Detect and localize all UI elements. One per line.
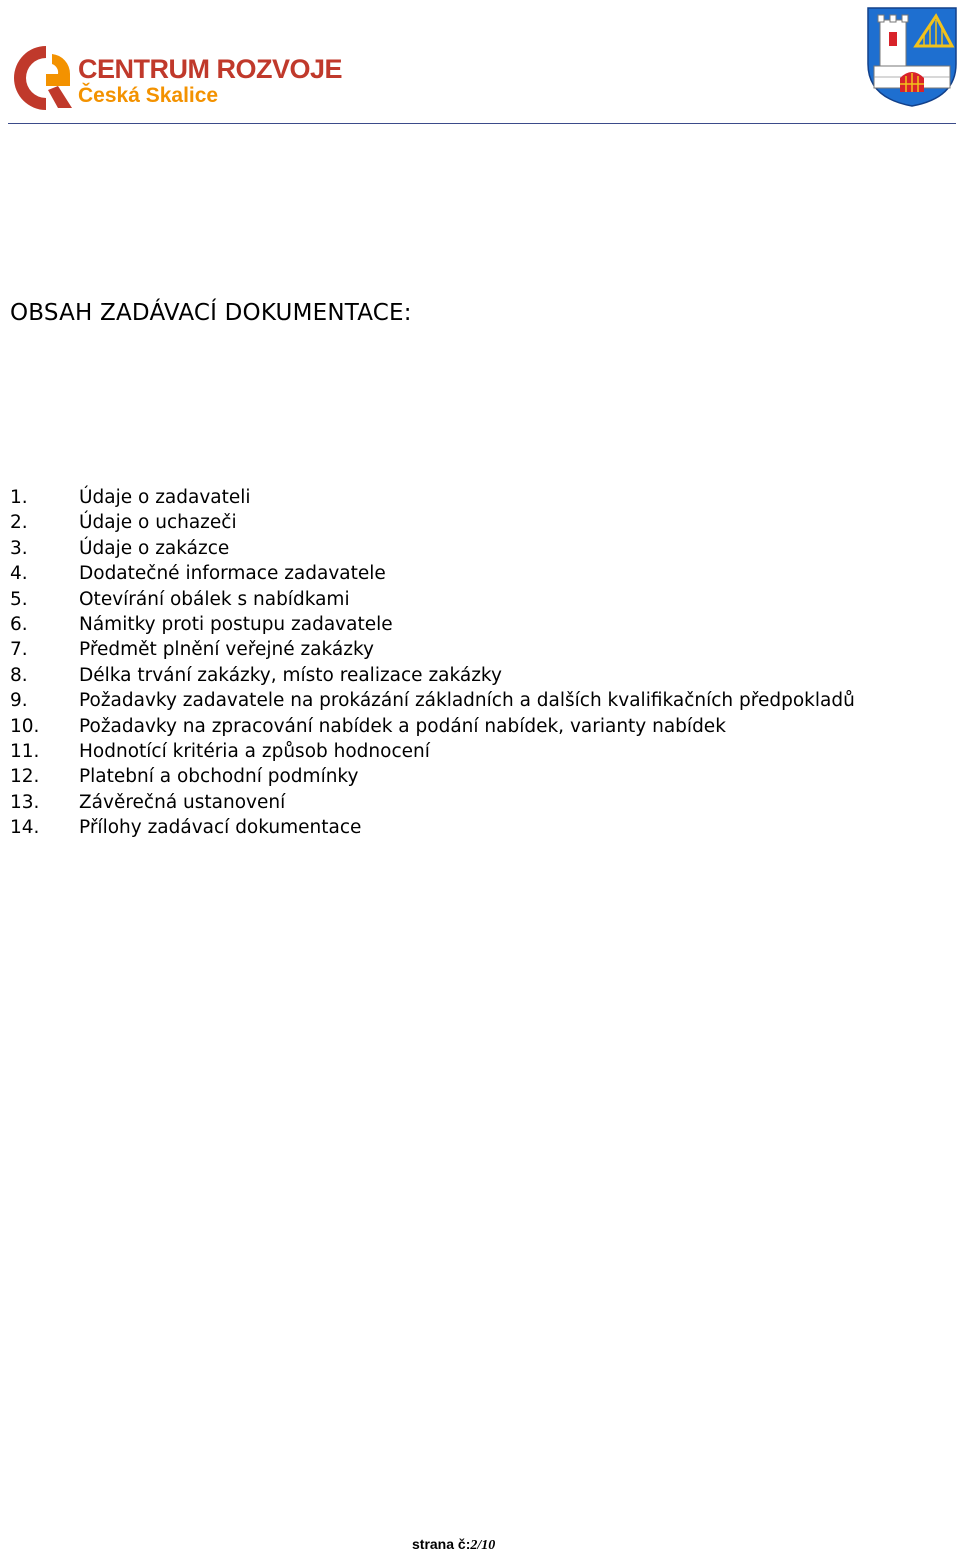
toc-item-number: 5. [10, 588, 28, 610]
toc-item-number: 11. [10, 740, 40, 762]
toc-item-title: Hodnotící kritéria a způsob hodnocení [79, 740, 430, 762]
toc-item [10, 510, 950, 535]
toc-item-number: 7. [10, 639, 28, 661]
toc-item-title: Námitky proti postupu zadavatele [79, 613, 393, 635]
toc-item-title: Požadavky zadavatele na prokázání základních a dalších kvalifikačních předpokladů [79, 690, 855, 712]
toc-item [10, 587, 950, 612]
toc-item-number: 14. [10, 817, 40, 839]
toc-item-title: Otevírání obálek s nabídkami [79, 588, 350, 610]
toc-item-number: 13. [10, 791, 40, 813]
logo-line1: CENTRUM ROZVOJE [78, 54, 343, 84]
toc-item-number: 8. [10, 664, 28, 686]
toc-item-number: 9. [10, 690, 28, 712]
toc-item-title: Platební a obchodní podmínky [79, 766, 359, 788]
toc-item-title: Délka trvání zakázky, místo realizace zakázky [79, 664, 502, 686]
centrum-rozvoje-logo [8, 40, 368, 120]
toc-item [10, 663, 950, 688]
town-crest-icon [866, 6, 958, 108]
toc-item-number: 10. [10, 715, 40, 737]
toc-item [10, 561, 950, 586]
logo-mark-outer [14, 46, 46, 110]
logo-mark-tail [48, 86, 72, 108]
toc-item-title: Požadavky na zpracování nabídek a podání nabídek, varianty nabídek [79, 715, 726, 737]
toc-item-title: Dodatečné informace zadavatele [79, 563, 386, 585]
toc-item-number: 2. [10, 512, 28, 534]
toc-item [10, 815, 950, 840]
toc-item-title: Předmět plnění veřejné zakázky [79, 639, 374, 661]
toc-item-number: 12. [10, 766, 40, 788]
toc-item [10, 688, 950, 713]
toc-item [10, 714, 950, 739]
toc-item-title: Přílohy zadávací dokumentace [79, 817, 362, 839]
toc-item [10, 637, 950, 662]
toc-item [10, 612, 950, 637]
toc-item-number: 4. [10, 563, 28, 585]
logo-mark-inner [52, 54, 70, 74]
table-of-contents [10, 485, 950, 840]
logo-mark-bar [46, 74, 70, 86]
document-heading: OBSAH ZADÁVACÍ DOKUMENTACE: [10, 300, 412, 326]
toc-item-title: Údaje o zadavateli [79, 487, 251, 508]
toc-item [10, 485, 950, 510]
toc-item-title: Údaje o zakázce [79, 537, 230, 559]
toc-item-number: 1. [10, 487, 28, 508]
toc-item-title: Údaje o uchazeči [79, 512, 237, 534]
toc-item-title: Závěrečná ustanovení [79, 791, 286, 813]
page-footer [412, 1536, 495, 1554]
toc-item [10, 790, 950, 815]
page-label: strana č: [412, 1536, 471, 1552]
toc-item-number: 6. [10, 613, 28, 635]
toc-item [10, 536, 950, 561]
page-number: 2/10 [470, 1538, 496, 1553]
toc-item [10, 764, 950, 789]
logo-line2: Česká Skalice [78, 84, 219, 107]
toc-item-number: 3. [10, 537, 28, 559]
toc-item [10, 739, 950, 764]
header-divider [8, 123, 956, 124]
